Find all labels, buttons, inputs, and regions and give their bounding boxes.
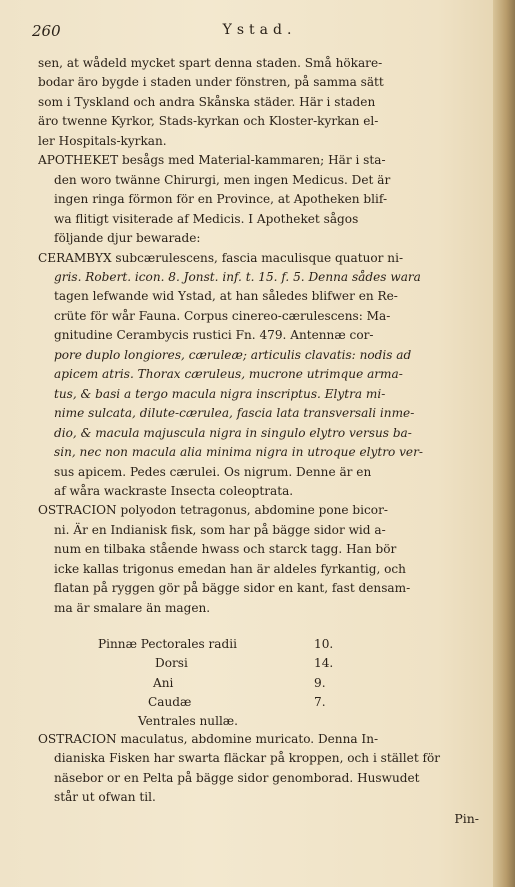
text-line: pore duplo longiores, cæruleæ; articulis clavatis: nodis ad [54,347,412,362]
text-line: ni. Är en Indianisk fisk, som har på bägge sidor wid a- [54,522,386,537]
text-line: sin, nec non macula alia minima nigra in utroque elytro ver- [54,445,423,460]
fin-ray-table [98,635,358,731]
fin-name: Ventrales nullæ. [138,714,239,729]
text-line: sus apicem. Pedes cærulei. Os nigrum. Denne är en [54,464,372,479]
body-text-continued [38,730,483,808]
page-header [32,22,487,44]
entry-cerambyx: CERAMBYX subcærulescens, fascia maculisque quatuor ni- [38,250,404,265]
text-line: dianiska Fisken har swarta fläckar på kroppen, och i stället för [54,751,441,766]
text-line: äro twenne Kyrkor, Stads-kyrkan och Kloster-kyrkan el- [38,114,379,129]
fin-name: Dorsi [155,656,188,671]
running-title: Ystad. [222,22,297,38]
fin-name: Pinnæ Pectorales radii [98,637,237,651]
text-line: dio, & macula majuscula nigra in singulo elytro versus ba- [54,425,412,440]
body-text [38,54,483,618]
text-line: den woro twänne Chirurgi, men ingen Medicus. Det är [54,172,391,187]
text-line: af wåra wackraste Insecta coleoptrata. [54,483,294,498]
text-line: gnitudine Cerambycis rustici Fn. 479. Antennæ cor- [54,328,374,343]
fin-value: 14. [314,656,334,671]
text-line: tagen lefwande wid Ystad, at han således blifwer en Re- [54,289,398,304]
text-line: följande djur bewarade: [54,231,201,246]
entry-ostracion-maculatus: OSTRACION maculatus, abdomine muricato. Denna In- [38,732,379,746]
text-line: icke kallas trigonus emedan han är aldeles fyrkantig, och [54,561,406,576]
text-line: står ut ofwan til. [54,790,156,805]
fin-row [98,635,358,654]
text-line: sen, at wådeld mycket spart denna staden. Små hökare- [38,56,383,70]
fin-row [98,712,358,731]
catchword: Pin- [454,811,479,826]
text-line: gris. Robert. icon. 8. Jonst. inf. t. 15. f. 5. Denna sådes wara [54,269,421,284]
text-line: näsebor or en Pelta på bägge sidor genomborad. Huswudet [54,770,420,785]
fin-value: 9. [314,675,326,690]
text-line: crüte för wår Fauna. Corpus cinereo-cærulescens: Ma- [54,308,391,323]
book-spine-edge [493,0,515,887]
text-line: ma är smalare än magen. [54,600,211,615]
entry-ostracion-polyodon: OSTRACION polyodon tetragonus, abdomine pone bicor- [38,503,388,518]
text-line: bodar äro bygde i staden under fönstren, på samma sätt [38,75,384,90]
page-number: 260 [32,22,61,40]
text-line: tus, & basi a tergo macula nigra inscriptus. Elytra mi- [54,386,386,401]
entry-apotheket: APOTHEKET besågs med Material-kammaren; Här i sta- [38,153,386,168]
fin-row [98,674,358,693]
fin-name: Ani [153,675,174,690]
text-line: ingen ringa förmon för en Province, at Apotheken blif- [54,192,388,207]
text-line: som i Tyskland och andra Skånska städer. Här i staden [38,94,376,109]
text-line: flatan på ryggen gör på bägge sidor en kant, fast densam- [54,581,411,596]
text-line: apicem atris. Thorax cæruleus, mucrone utrimque arma- [54,367,403,382]
fin-row [98,693,358,712]
fin-row [98,654,358,673]
text-line: num en tilbaka stående hwass och starck tagg. Han bör [54,542,397,557]
text-line: wa flitigt visiterade af Medicis. I Apotheket sågos [54,211,359,226]
fin-value: 7. [314,694,326,709]
text-line: nime sulcata, dilute-cærulea, fascia lata transversali inme- [54,406,415,421]
fin-value: 10. [314,637,334,651]
fin-name: Caudæ [148,694,192,709]
text-line: ler Hospitals-kyrkan. [38,133,167,148]
